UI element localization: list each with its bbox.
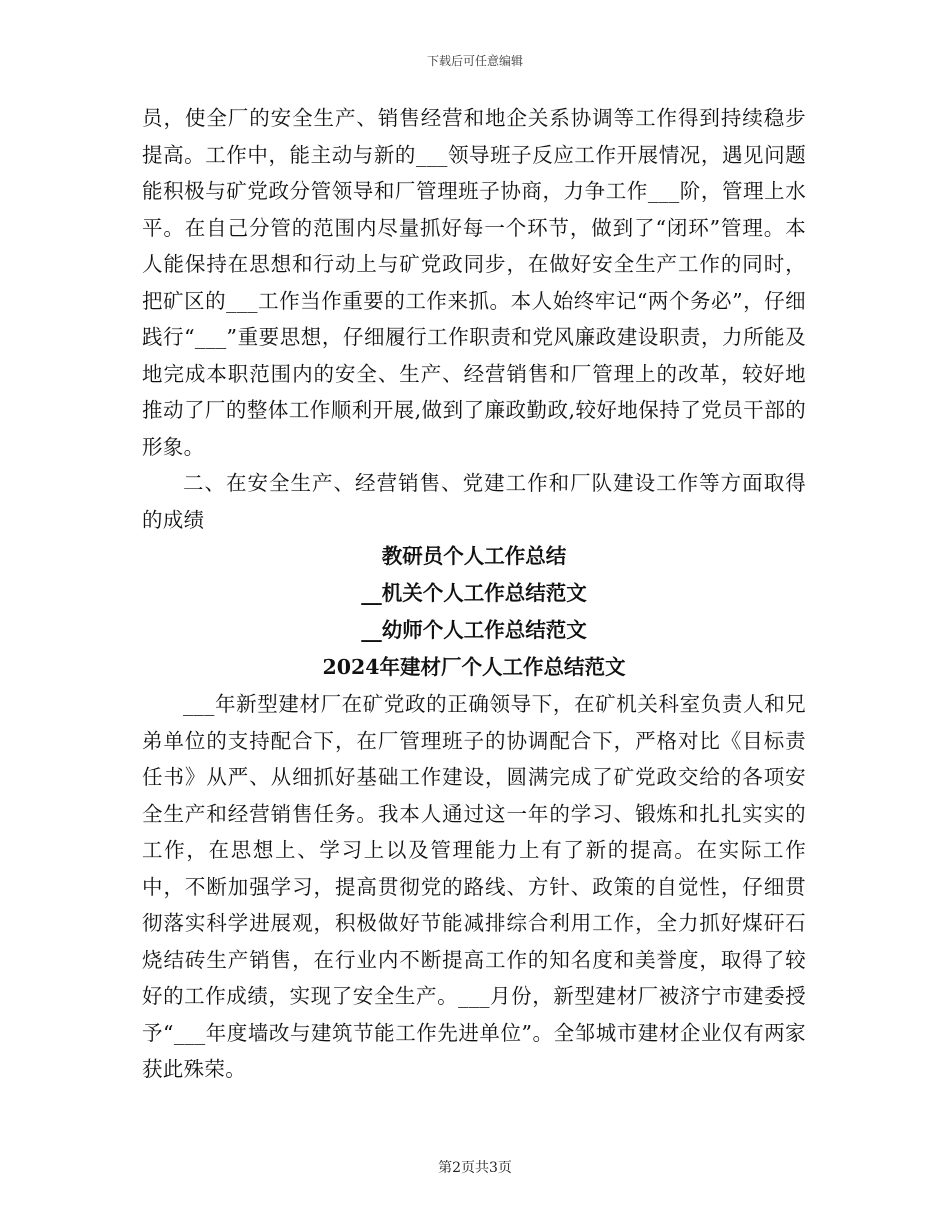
document-title: 2024年建材厂个人工作总结范文 (322, 655, 626, 679)
page-header-note: 下载后可任意编辑 (426, 54, 523, 68)
title-line-3: __幼师个人工作总结范文 (361, 618, 587, 642)
section-heading-paragraph: 二、在安全生产、经营销售、党建工作和厂队建设工作等方面取得的成绩 (142, 471, 806, 532)
paragraph-continuation: 员，使全厂的安全生产、销售经营和地企关系协调等工作得到持续稳步提高。工作中，能主动与新的___领导班子反应工作开展情况，遇见问题能积极与矿党政分管领导和厂管理班子协商，力争工作___阶，管理上水平。在自己分管的范围内尽量抓好每一个环节，做到了“闭环”管理。本人能保持在思想和行动上与矿党政同步，在做好安全生产工作的同时，把矿区的___工作当作重要的工作来抓。本人始终牢记“两个务必”，仔细践行“___”重要思想，仔细履行工作职责和党风廉政建设职责，力所能及地完成本职范围内的安全、生产、经营销售和厂管理上的改革，较好地推动了厂的整体工作顺利开展,做到了廉政勤政,较好地保持了党员干部的形象。 (142, 106, 806, 459)
document-body (142, 100, 806, 1088)
title-block (142, 538, 806, 686)
paragraph-main: ___年新型建材厂在矿党政的正确领导下，在矿机关科室负责人和兄弟单位的支持配合下，在厂管理班子的协调配合下，严格对比《目标责任书》从严、从细抓好基础工作建设，圆满完成了矿党政交给的各项安全生产和经营销售任务。我本人通过这一年的学习、锻炼和扎扎实实的工作，在思想上、学习上以及管理能力上有了新的提高。在实际工作中，不断加强学习，提高贯彻党的路线、方针、政策的自觉性，仔细贯彻落实科学进展观，积极做好节能减排综合利用工作，全力抓好煤矸石烧结砖生产销售，在行业内不断提高工作的知名度和美誉度，取得了较好的工作成绩，实现了安全生产。___月份，新型建材厂被济宁市建委授予“___年度墙改与建筑节能工作先进单位”。全邹城市建材企业仅有两家获此殊荣。 (142, 692, 806, 1081)
title-line-1: 教研员个人工作总结 (381, 544, 567, 568)
title-line-2: __机关个人工作总结范文 (361, 581, 587, 605)
page-number: 第2页共3页 (438, 1160, 512, 1176)
